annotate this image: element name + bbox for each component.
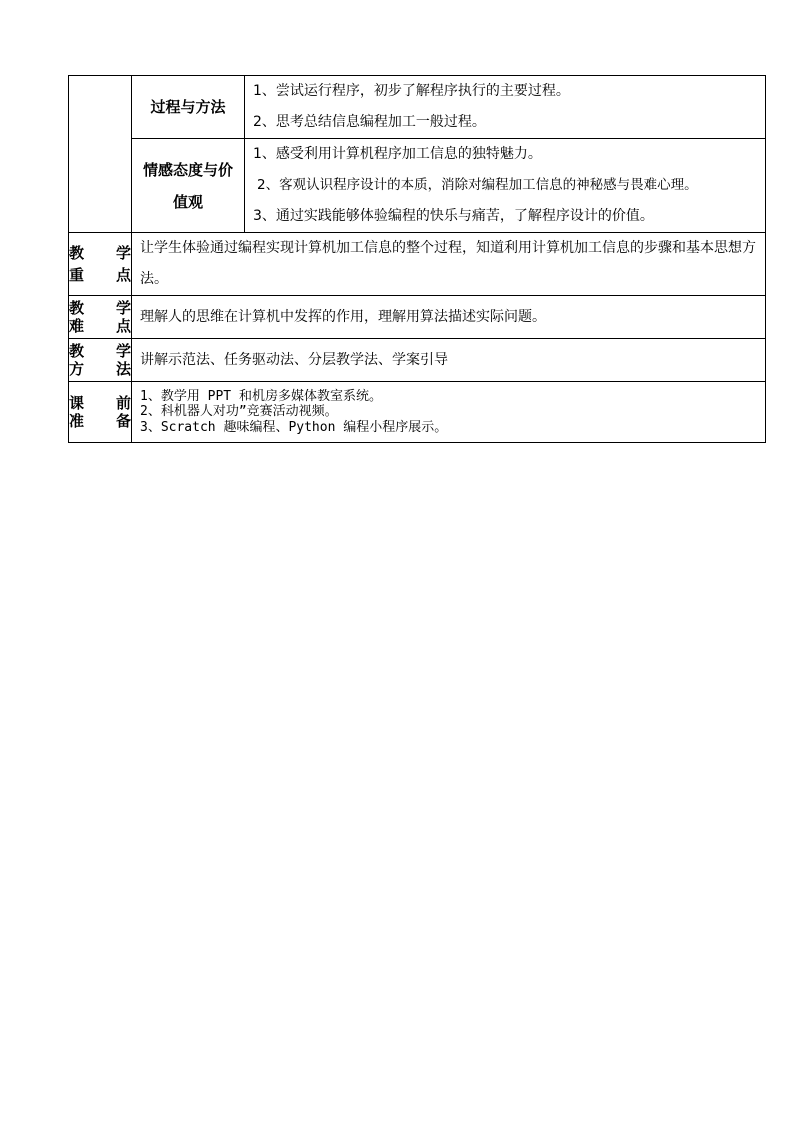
- process-item-2: 2、思考总结信息编程加工一般过程。: [253, 114, 486, 130]
- emotion-label-line-1: 情感态度与价: [142, 160, 233, 179]
- teaching-methods-text: 讲解示范法、任务驱动法、分层教学法、学案引导: [140, 351, 448, 368]
- process-methods-content: [245, 76, 766, 139]
- emotion-item-1: 1、感受利用计算机程序加工信息的独特魅力。: [253, 146, 542, 162]
- lesson-plan-table: [68, 75, 766, 443]
- objective-row-process: [69, 76, 766, 139]
- process-item-1: 1、尝试运行程序，初步了解程序执行的主要过程。: [253, 83, 570, 99]
- teaching-methods-label: 教 学 方 法: [69, 339, 132, 382]
- difficult-points-label: 教 学 难 点: [69, 296, 132, 339]
- emotion-label-line-2: 值观: [172, 192, 203, 211]
- preparation-item-2: 2、科机器人对功”竞赛活动视频。: [140, 404, 338, 420]
- process-methods-label: 过程与方法: [132, 76, 245, 139]
- difficult-points-row: [69, 296, 766, 339]
- emotion-item-2: 2、客观认识程序设计的本质，消除对编程加工信息的神秘感与畏难心理。: [257, 177, 698, 193]
- preparation-label: 课 前 准 备: [69, 382, 132, 443]
- preparation-row: [69, 382, 766, 443]
- objective-category-cell: [69, 76, 132, 233]
- emotion-values-content: [245, 139, 766, 233]
- teaching-methods-content: [132, 339, 766, 382]
- objective-row-emotion: [69, 139, 766, 233]
- key-points-content: [132, 233, 766, 296]
- difficult-points-text: 理解人的思维在计算机中发挥的作用，理解用算法描述实际问题。: [140, 308, 546, 325]
- key-points-row: [69, 233, 766, 296]
- emotion-values-label: [132, 139, 245, 233]
- key-points-text: 让学生体验通过编程实现计算机加工信息的整个过程，知道利用计算机加工信息的步骤和基本思想方法。: [140, 240, 756, 287]
- preparation-item-1: 1、教学用 PPT 和机房多媒体教室系统。: [140, 388, 382, 404]
- key-points-label: 教 学 重 点: [69, 233, 132, 296]
- preparation-content: [132, 382, 766, 443]
- difficult-points-content: [132, 296, 766, 339]
- teaching-methods-row: [69, 339, 766, 382]
- emotion-item-3: 3、通过实践能够体验编程的快乐与痛苦，了解程序设计的价值。: [253, 208, 654, 224]
- preparation-item-3: 3、Scratch 趣味编程、Python 编程小程序展示。: [140, 419, 448, 435]
